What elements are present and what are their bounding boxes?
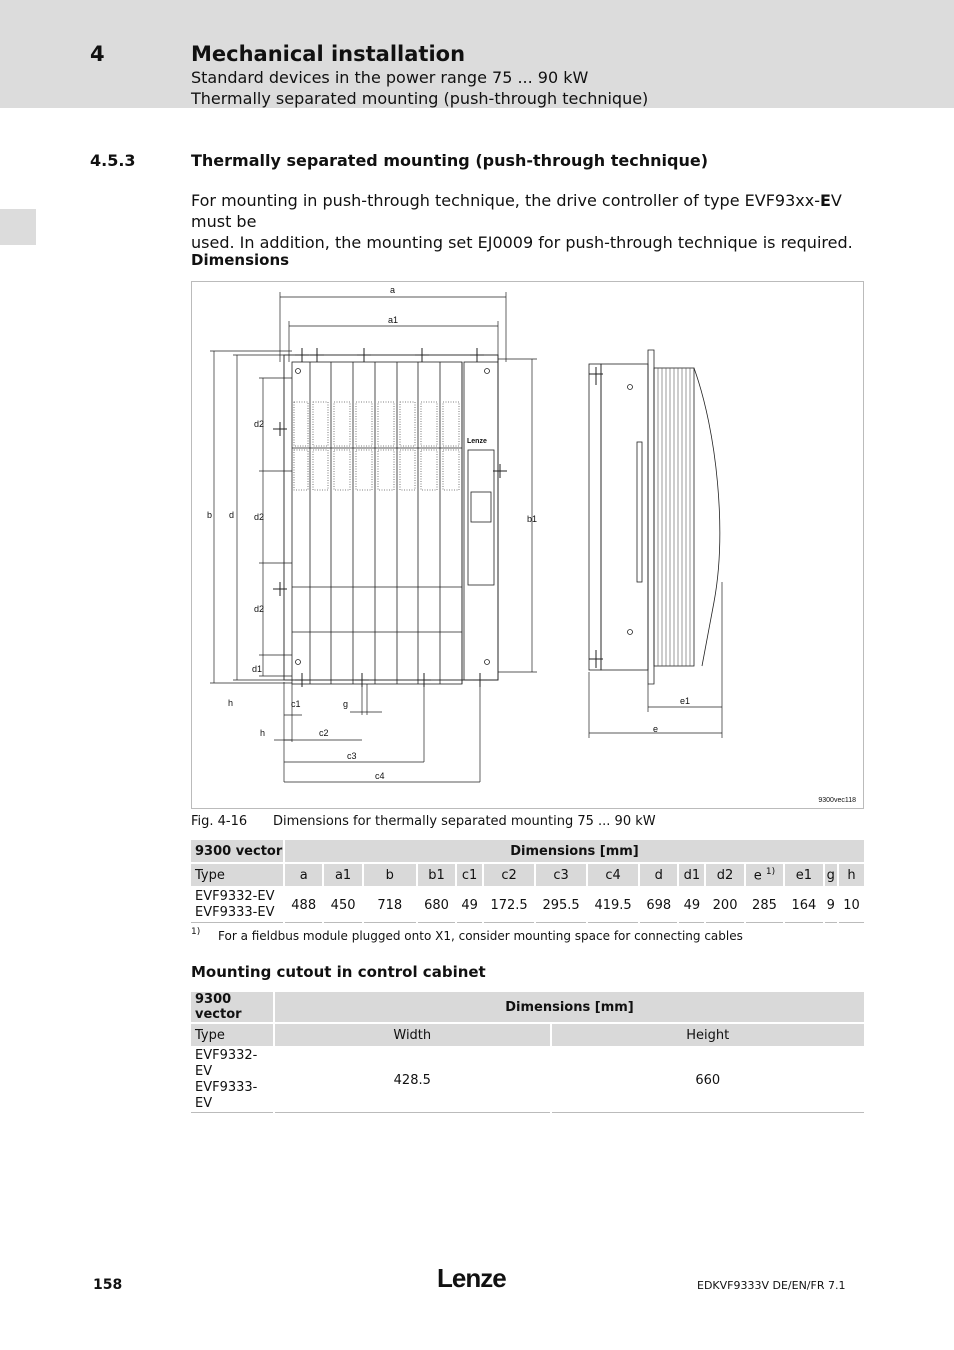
col-c2: c2 (484, 862, 534, 886)
side-tab-marker (0, 209, 36, 245)
type-label: Type (191, 862, 283, 886)
value-g: 9 (825, 886, 837, 923)
col-a1: a1 (324, 862, 361, 886)
dim-label-d2-mid: d2 (254, 512, 265, 522)
type-line-1: EVF9332-EV (195, 1048, 258, 1079)
dim-label-h-vertical: h (228, 698, 234, 708)
type-label: Type (191, 1022, 273, 1046)
intro-text-1: For mounting in push-through technique, the drive controller of type EVF93xx- (191, 191, 820, 210)
col-height: Height (552, 1022, 864, 1046)
dimensions-table (189, 840, 866, 923)
side-view (589, 350, 722, 738)
chapter-subtitle-1: Standard devices in the power range 75 ... 90 kW (191, 68, 589, 87)
device-brand-label: Lenze (467, 438, 487, 445)
intro-bold-e: E (819, 191, 831, 210)
dim-label-b1: b1 (527, 514, 538, 524)
value-h: 10 (839, 886, 864, 923)
value-d2: 200 (706, 886, 743, 923)
cutout-table (189, 992, 866, 1113)
dimensions-group-header: Dimensions [mm] (285, 840, 864, 862)
footnote-text: For a fieldbus module plugged onto X1, consider mounting space for connecting cables (218, 929, 743, 943)
table-header-row (191, 840, 864, 862)
col-c4: c4 (588, 862, 638, 886)
table-row (191, 886, 864, 923)
dim-label-d2-top: d2 (254, 419, 265, 429)
type-line-2: EVF9333-EV (195, 905, 275, 920)
figure-caption-number: Fig. 4-16 (191, 814, 248, 829)
dim-label-h: h (260, 728, 266, 738)
col-d2: d2 (706, 862, 743, 886)
value-b1: 680 (418, 886, 455, 923)
document-code: EDKVF9333V DE/EN/FR 7.1 (697, 1279, 846, 1292)
value-b: 718 (364, 886, 416, 923)
intro-text-1b: V must be (191, 191, 842, 231)
col-e (746, 862, 783, 886)
dimensions-heading: Dimensions (191, 251, 290, 269)
dim-label-c1: c1 (291, 699, 301, 709)
intro-paragraph (191, 190, 871, 253)
dimension-drawing (192, 282, 865, 810)
dim-label-c3: c3 (347, 751, 357, 761)
cutout-heading: Mounting cutout in control cabinet (191, 963, 486, 981)
col-e-label: e (753, 868, 762, 884)
col-g: g (825, 862, 837, 886)
col-d: d (640, 862, 677, 886)
value-d1: 49 (679, 886, 704, 923)
col-e-footnote-mark: 1) (765, 866, 776, 877)
page-number: 158 (93, 1277, 123, 1293)
type-line-2: EVF9333-EV (195, 1080, 258, 1111)
chapter-subtitle-2: Thermally separated mounting (push-through technique) (191, 89, 649, 108)
col-d1: d1 (679, 862, 704, 886)
value-c2: 172.5 (484, 886, 534, 923)
dim-label-g: g (343, 699, 349, 709)
type-cell (191, 886, 283, 923)
footnote-mark: 1) (191, 927, 201, 937)
section-title: Thermally separated mounting (push-through technique) (191, 151, 709, 170)
table-row (191, 1046, 864, 1113)
col-a: a (285, 862, 322, 886)
col-c1: c1 (457, 862, 482, 886)
dim-label-d1: d1 (252, 664, 263, 674)
dim-label-c2: c2 (319, 728, 329, 738)
dimensions-group-header: Dimensions [mm] (275, 992, 864, 1022)
front-view (273, 348, 507, 687)
figure-code: 9300vec118 (818, 797, 856, 804)
value-c3: 295.5 (536, 886, 586, 923)
col-width: Width (275, 1022, 550, 1046)
dim-label-e1: e1 (680, 696, 691, 706)
value-height: 660 (552, 1046, 864, 1113)
value-e: 285 (746, 886, 783, 923)
device-header: 9300 vector (191, 840, 283, 862)
figure-caption-text: Dimensions for thermally separated mounting 75 ... 90 kW (273, 814, 656, 829)
dim-label-a: a (390, 285, 396, 295)
col-e1: e1 (785, 862, 822, 886)
chapter-title: Mechanical installation (191, 42, 466, 66)
intro-text-2: used. In addition, the mounting set EJ0009 for push-through technique is required. (191, 233, 853, 252)
value-a: 488 (285, 886, 322, 923)
dim-label-d2-bottom: d2 (254, 604, 265, 614)
table-header-row (191, 992, 864, 1022)
col-h: h (839, 862, 864, 886)
dim-label-d: d (229, 510, 235, 520)
col-b1: b1 (418, 862, 455, 886)
dim-label-c4: c4 (375, 771, 385, 781)
col-b: b (364, 862, 416, 886)
value-c1: 49 (457, 886, 482, 923)
col-c3: c3 (536, 862, 586, 886)
column-header-row (191, 1022, 864, 1046)
value-c4: 419.5 (588, 886, 638, 923)
type-line-1: EVF9332-EV (195, 889, 275, 904)
value-width: 428.5 (275, 1046, 550, 1113)
dim-label-a1: a1 (388, 315, 399, 325)
lenze-logo: Lenze (437, 1263, 506, 1293)
column-header-row (191, 862, 864, 886)
type-cell (191, 1046, 273, 1113)
dim-label-e: e (653, 724, 659, 734)
dimension-figure (191, 281, 864, 809)
dim-label-b: b (207, 510, 213, 520)
device-header: 9300 vector (191, 992, 273, 1022)
value-e1: 164 (785, 886, 822, 923)
section-number: 4.5.3 (90, 151, 136, 170)
value-a1: 450 (324, 886, 361, 923)
value-d: 698 (640, 886, 677, 923)
chapter-number: 4 (90, 42, 105, 66)
